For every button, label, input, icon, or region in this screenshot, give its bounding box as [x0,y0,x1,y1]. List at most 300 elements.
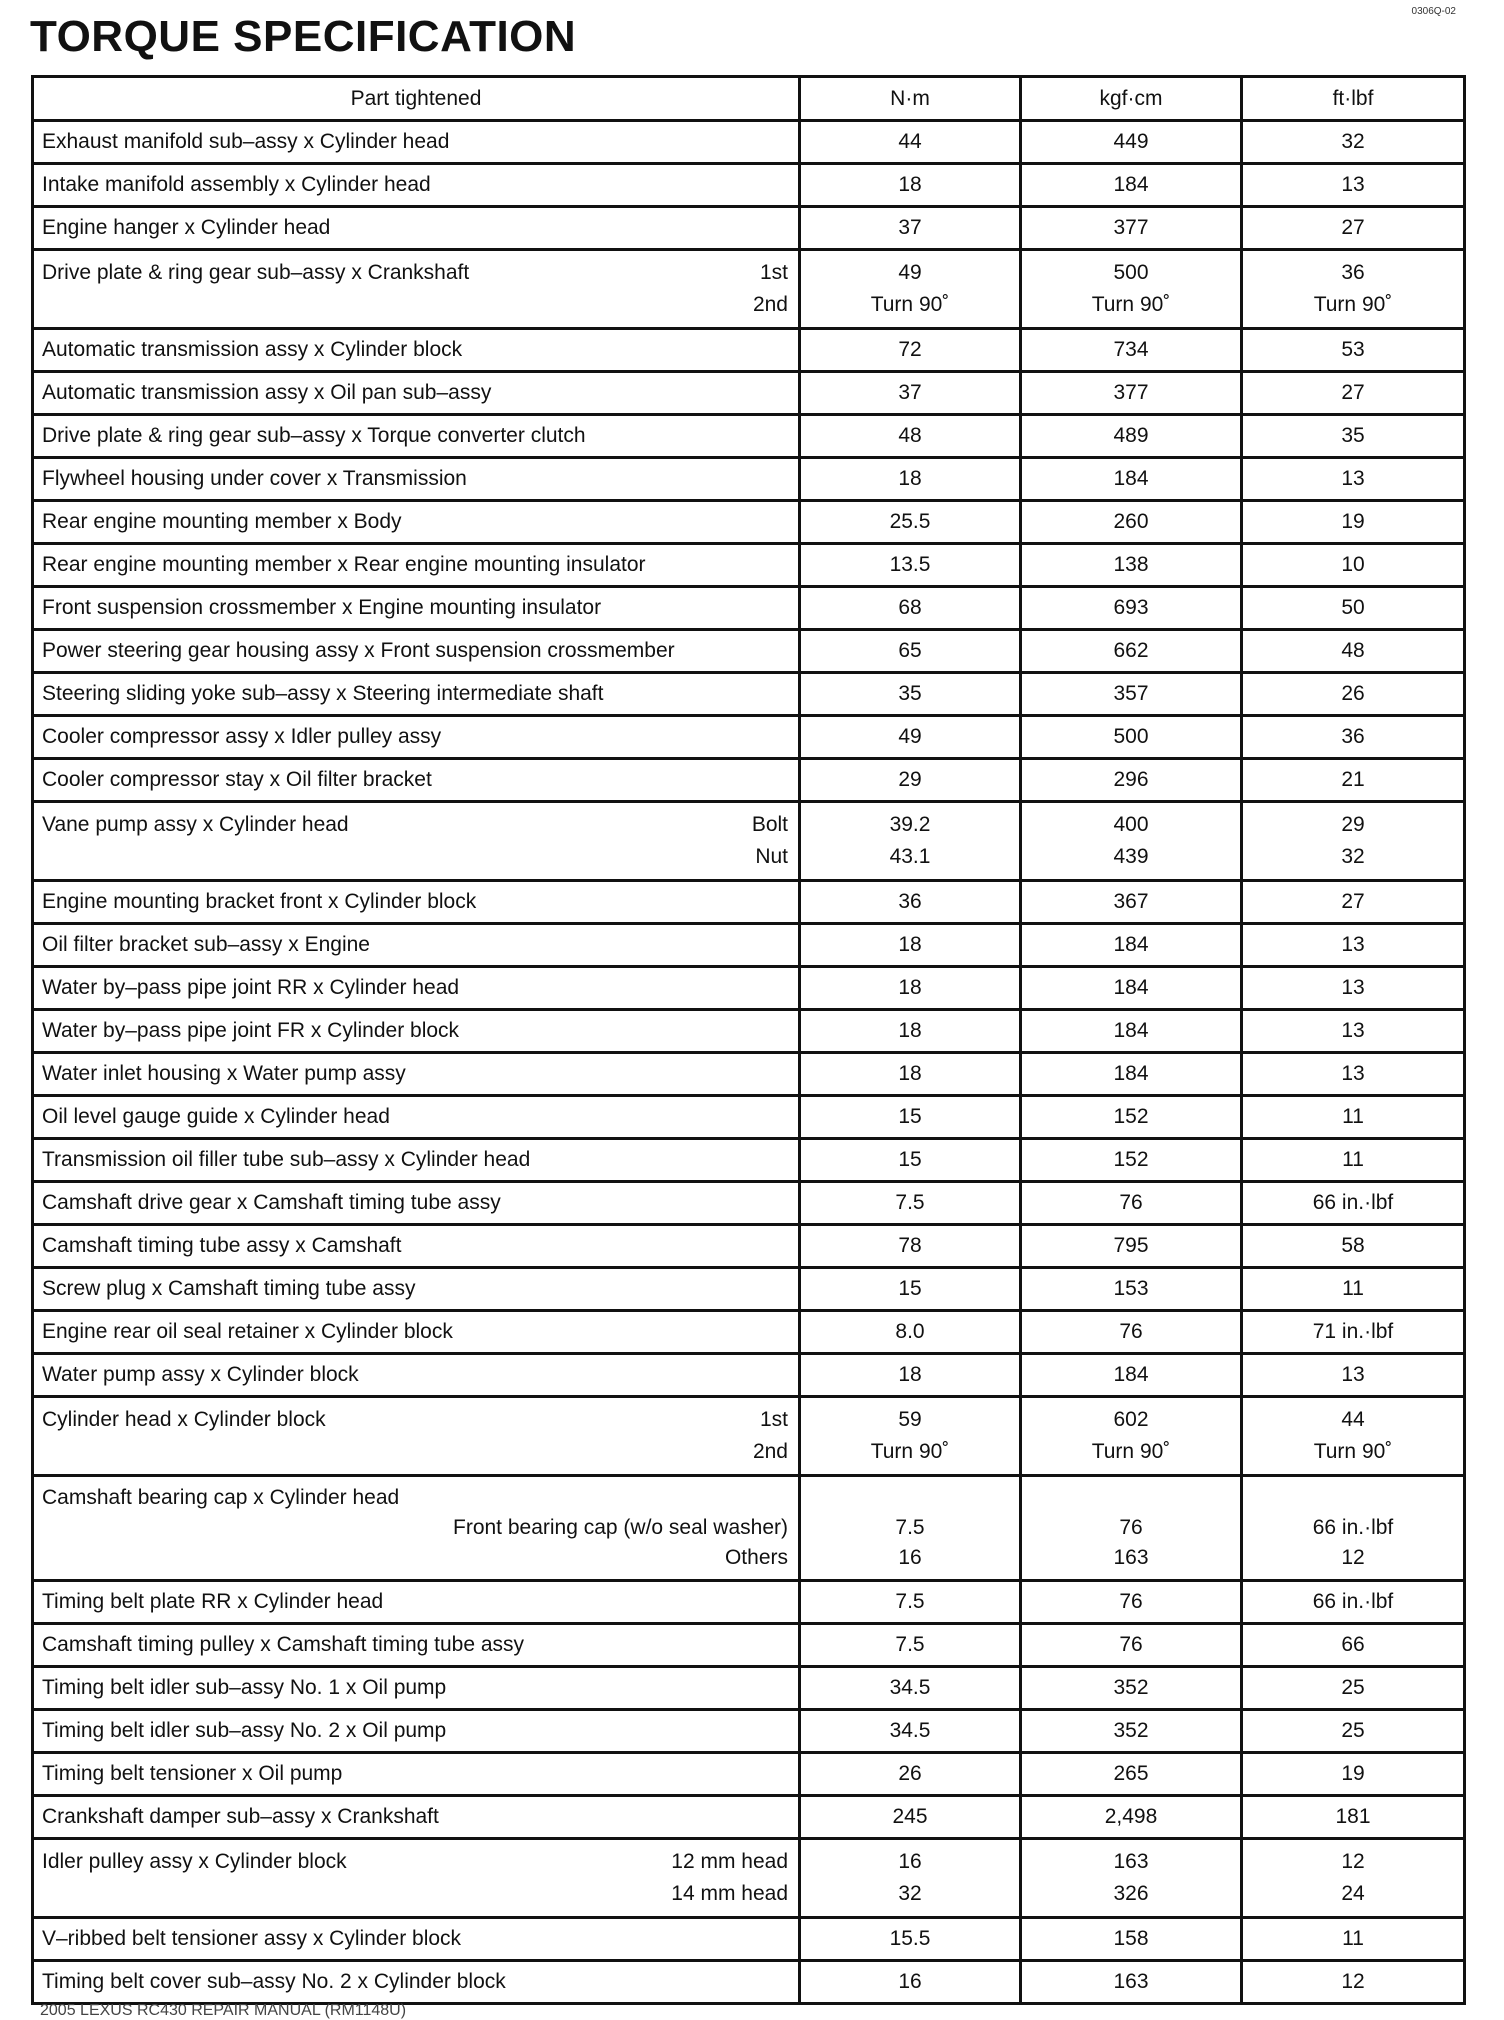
ftlbf-value-cell: 48 [1242,630,1465,673]
nm-value-cell: 72 [800,329,1021,372]
ftlbf-value-cell: 11 [1242,1096,1465,1139]
kgfcm-value: 326 [1113,1882,1149,1905]
nm-value-stack [801,803,1019,879]
nm-value-cell: 18 [800,924,1021,967]
torque-spec-table [31,75,1466,2005]
ftlbf-value: 36 [1341,261,1365,284]
kgfcm-value-cell: 265 [1021,1753,1242,1796]
part-name: Oil filter bracket sub–assy x Engine [42,933,370,956]
ftlbf-value-cell [1242,250,1465,329]
part-tightened-cell [33,1710,800,1753]
nm-value-cell: 49 [800,716,1021,759]
part-name: Engine hanger x Cylinder head [42,216,331,239]
kgfcm-value-cell: 734 [1021,329,1242,372]
ftlbf-value: 66 in.·lbf [1312,1516,1394,1539]
nm-value: 32 [898,1882,922,1905]
kgfcm-value-cell: 76 [1021,1311,1242,1354]
sub-label: Front bearing cap (w/o seal washer) [453,1516,788,1539]
kgfcm-value-cell: 184 [1021,458,1242,501]
part-tightened-cell [33,924,800,967]
nm-value: 16 [898,1850,922,1873]
ftlbf-value-cell: 36 [1242,716,1465,759]
ftlbf-value: Turn 90˚ [1313,1440,1393,1463]
part-tightened-cell [33,544,800,587]
kgfcm-value: 76 [1119,1516,1143,1539]
part-wrap [42,803,788,879]
ftlbf-value-cell [1242,802,1465,881]
part-tightened-cell [33,1839,800,1918]
ftlbf-value-cell: 13 [1242,967,1465,1010]
nm-value-cell: 15 [800,1096,1021,1139]
part-tightened-cell [33,1918,800,1961]
part-name: Cooler compressor stay x Oil filter bracket [42,768,432,791]
nm-value-cell: 44 [800,121,1021,164]
nm-value-cell: 13.5 [800,544,1021,587]
nm-value-cell [800,802,1021,881]
part-tightened-cell [33,1225,800,1268]
ftlbf-value-cell: 181 [1242,1796,1465,1839]
part-tightened-cell [33,673,800,716]
table-row [33,1182,1465,1225]
part-name: Timing belt plate RR x Cylinder head [42,1590,384,1613]
part-tightened-cell [33,501,800,544]
part-name: Camshaft drive gear x Camshaft timing tube assy [42,1191,501,1214]
kgfcm-value: 163 [1113,1546,1149,1569]
ftlbf-value: 44 [1341,1408,1365,1431]
nm-value-cell [800,1476,1021,1581]
table-row [33,1010,1465,1053]
ftlbf-value-cell: 27 [1242,372,1465,415]
ftlbf-value-cell: 19 [1242,1753,1465,1796]
kgfcm-value-cell: 76 [1021,1624,1242,1667]
ftlbf-value-cell: 13 [1242,1053,1465,1096]
table-row [33,372,1465,415]
ftlbf-value: Turn 90˚ [1313,293,1393,316]
kgfcm-value-cell: 184 [1021,967,1242,1010]
ftlbf-value: 12 [1341,1546,1365,1569]
table-row [33,924,1465,967]
header-kgfcm: kgf·cm [1021,77,1242,121]
nm-value-cell: 29 [800,759,1021,802]
kgfcm-value-cell: 184 [1021,1354,1242,1397]
part-tightened-cell [33,1397,800,1476]
kgfcm-value-stack [1022,1398,1240,1474]
part-name: Cooler compressor assy x Idler pulley assy [42,725,442,748]
kgfcm-value-cell: 489 [1021,415,1242,458]
table-row [33,415,1465,458]
ftlbf-value-cell: 66 [1242,1624,1465,1667]
table-row [33,630,1465,673]
kgfcm-value-cell: 138 [1021,544,1242,587]
nm-value-cell: 15 [800,1268,1021,1311]
table-row [33,1397,1465,1476]
table-row [33,1961,1465,2004]
nm-value-cell: 18 [800,967,1021,1010]
nm-value-cell: 34.5 [800,1710,1021,1753]
ftlbf-value-cell: 58 [1242,1225,1465,1268]
nm-value: Turn 90˚ [870,293,950,316]
kgfcm-value-cell: 158 [1021,1918,1242,1961]
part-tightened-cell [33,967,800,1010]
ftlbf-value: 29 [1341,813,1365,836]
table-row [33,164,1465,207]
part-tightened-cell [33,1667,800,1710]
nm-value-cell: 18 [800,164,1021,207]
nm-value-cell: 34.5 [800,1667,1021,1710]
part-tightened-cell [33,1354,800,1397]
ftlbf-value-cell: 13 [1242,924,1465,967]
ftlbf-value: 12 [1341,1850,1365,1873]
nm-value-cell: 7.5 [800,1182,1021,1225]
ftlbf-value-cell: 13 [1242,1354,1465,1397]
part-name: Exhaust manifold sub–assy x Cylinder head [42,130,450,153]
part-tightened-cell [33,1753,800,1796]
kgfcm-value-cell: 184 [1021,1010,1242,1053]
table-row [33,207,1465,250]
sub-label: 1st [759,261,788,284]
ftlbf-value-stack [1243,1477,1463,1579]
part-name: Camshaft timing tube assy x Camshaft [42,1234,402,1257]
part-tightened-cell [33,1476,800,1581]
table-row [33,673,1465,716]
table-row [33,1624,1465,1667]
sub-labels [752,809,788,873]
nm-value-stack [801,1398,1019,1474]
part-tightened-cell [33,587,800,630]
kgfcm-value-cell: 500 [1021,716,1242,759]
nm-value-cell: 37 [800,372,1021,415]
kgfcm-value-cell [1021,1397,1242,1476]
part-name: Camshaft timing pulley x Camshaft timing tube assy [42,1633,525,1656]
page-title: TORQUE SPECIFICATION [30,12,577,61]
ftlbf-value-stack [1243,1398,1463,1474]
ftlbf-value-cell: 66 in.·lbf [1242,1581,1465,1624]
nm-value: 16 [898,1546,922,1569]
kgfcm-value-cell: 377 [1021,207,1242,250]
nm-value-cell: 48 [800,415,1021,458]
part-name: Flywheel housing under cover x Transmission [42,467,467,490]
document-code: 0306Q-02 [1411,6,1456,17]
part-name: Front suspension crossmember x Engine mounting insulator [42,596,602,619]
ftlbf-value: 32 [1341,845,1365,868]
kgfcm-value-cell: 2,498 [1021,1796,1242,1839]
table-row [33,1096,1465,1139]
part-name: Screw plug x Camshaft timing tube assy [42,1277,416,1300]
table-row [33,716,1465,759]
nm-value-stack [801,251,1019,327]
part-wrap [42,1840,788,1916]
table-row [33,1268,1465,1311]
ftlbf-value-cell: 71 in.·lbf [1242,1311,1465,1354]
part-tightened-cell [33,1311,800,1354]
kgfcm-value: 163 [1113,1850,1149,1873]
nm-value-cell: 18 [800,1053,1021,1096]
ftlbf-value-cell: 11 [1242,1268,1465,1311]
part-name: V–ribbed belt tensioner assy x Cylinder block [42,1927,462,1950]
sub-label: 14 mm head [671,1882,788,1905]
part-wrap [42,251,788,327]
kgfcm-value-cell: 357 [1021,673,1242,716]
nm-value-cell: 68 [800,587,1021,630]
part-name: Timing belt idler sub–assy No. 1 x Oil pump [42,1676,447,1699]
page-footer: 2005 LEXUS RC430 REPAIR MANUAL (RM1148U) [40,2002,407,2019]
table-row [33,1476,1465,1581]
part-tightened-cell [33,458,800,501]
ftlbf-value-cell: 35 [1242,415,1465,458]
sub-label: Bolt [751,813,788,836]
part-tightened-cell [33,1182,800,1225]
part-tightened-cell [33,1053,800,1096]
kgfcm-value-cell: 184 [1021,924,1242,967]
kgfcm-value: 602 [1113,1408,1149,1431]
sub-label: 2nd [752,293,788,316]
table-row [33,1839,1465,1918]
kgfcm-value-cell: 184 [1021,1053,1242,1096]
kgfcm-value-cell [1021,802,1242,881]
nm-value-cell: 37 [800,207,1021,250]
kgfcm-value-cell: 367 [1021,881,1242,924]
part-name: Crankshaft damper sub–assy x Crankshaft [42,1805,439,1828]
part-name: Rear engine mounting member x Rear engine mounting insulator [42,553,646,576]
part-name: Oil level gauge guide x Cylinder head [42,1105,390,1128]
part-tightened-cell [33,759,800,802]
ftlbf-value-cell: 27 [1242,881,1465,924]
kgfcm-value-cell: 693 [1021,587,1242,630]
ftlbf-value-cell: 25 [1242,1710,1465,1753]
nm-value-cell: 18 [800,1010,1021,1053]
kgfcm-value-cell [1021,250,1242,329]
nm-value-cell: 18 [800,1354,1021,1397]
part-tightened-cell [33,1581,800,1624]
nm-value-cell: 8.0 [800,1311,1021,1354]
header-ftlbf: ft·lbf [1242,77,1465,121]
part-name: Timing belt idler sub–assy No. 2 x Oil pump [42,1719,447,1742]
table-row [33,587,1465,630]
table-row [33,1667,1465,1710]
nm-value-cell: 36 [800,881,1021,924]
table-row [33,250,1465,329]
table-row [33,1753,1465,1796]
part-name: Timing belt cover sub–assy No. 2 x Cylinder block [42,1970,506,1993]
nm-value-cell: 15.5 [800,1918,1021,1961]
ftlbf-value-cell: 27 [1242,207,1465,250]
part-tightened-cell [33,1139,800,1182]
kgfcm-value-cell: 76 [1021,1182,1242,1225]
ftlbf-value-cell [1242,1839,1465,1918]
part-block [42,1477,788,1579]
part-name: Transmission oil filler tube sub–assy x Cylinder head [42,1148,531,1171]
nm-value: Turn 90˚ [870,1440,950,1463]
nm-value-cell: 16 [800,1961,1021,2004]
kgfcm-value-stack [1022,1840,1240,1916]
part-tightened-cell [33,1796,800,1839]
part-name: Timing belt tensioner x Oil pump [42,1762,343,1785]
ftlbf-value-cell: 50 [1242,587,1465,630]
kgfcm-value-cell: 296 [1021,759,1242,802]
ftlbf-value-cell: 13 [1242,458,1465,501]
ftlbf-value-cell: 66 in.·lbf [1242,1182,1465,1225]
nm-value: 7.5 [895,1516,925,1539]
part-tightened-cell [33,1268,800,1311]
ftlbf-value-stack [1243,1840,1463,1916]
part-name: Cylinder head x Cylinder block [42,1408,326,1431]
kgfcm-value-cell [1021,1476,1242,1581]
part-name: Water pump assy x Cylinder block [42,1363,359,1386]
table-row [33,881,1465,924]
kgfcm-value: Turn 90˚ [1091,1440,1171,1463]
nm-value-stack [801,1477,1019,1579]
part-name: Water by–pass pipe joint RR x Cylinder head [42,976,460,999]
table-row [33,1354,1465,1397]
part-name: Idler pulley assy x Cylinder block [42,1850,347,1873]
sub-labels [42,1513,788,1573]
ftlbf-value-cell: 21 [1242,759,1465,802]
part-tightened-cell [33,1961,800,2004]
table-row [33,458,1465,501]
kgfcm-value-cell: 377 [1021,372,1242,415]
kgfcm-value: 500 [1113,261,1149,284]
table-row [33,1139,1465,1182]
part-name: Vane pump assy x Cylinder head [42,813,349,836]
table-body [33,121,1465,2004]
part-tightened-cell [33,1010,800,1053]
nm-value-cell: 65 [800,630,1021,673]
part-tightened-cell [33,207,800,250]
ftlbf-value-cell: 12 [1242,1961,1465,2004]
nm-value-cell: 15 [800,1139,1021,1182]
kgfcm-value-stack [1022,803,1240,879]
table-row [33,501,1465,544]
ftlbf-value-cell: 53 [1242,329,1465,372]
ftlbf-value-cell: 25 [1242,1667,1465,1710]
kgfcm-value-cell: 153 [1021,1268,1242,1311]
sub-labels [671,1846,788,1910]
table-row [33,967,1465,1010]
part-tightened-cell [33,1624,800,1667]
sub-label: Others [724,1546,788,1569]
part-name: Engine mounting bracket front x Cylinder block [42,890,477,913]
part-name: Water by–pass pipe joint FR x Cylinder block [42,1019,460,1042]
kgfcm-value-cell: 152 [1021,1096,1242,1139]
ftlbf-value-cell: 13 [1242,1010,1465,1053]
nm-value-cell: 25.5 [800,501,1021,544]
part-tightened-cell [33,329,800,372]
ftlbf-value-cell: 10 [1242,544,1465,587]
kgfcm-value-cell: 352 [1021,1710,1242,1753]
table-row [33,1796,1465,1839]
table-row [33,759,1465,802]
kgfcm-value-cell: 260 [1021,501,1242,544]
ftlbf-value-cell: 13 [1242,164,1465,207]
kgfcm-value-cell: 352 [1021,1667,1242,1710]
nm-value-cell [800,1397,1021,1476]
part-tightened-cell [33,1096,800,1139]
ftlbf-value-stack [1243,803,1463,879]
ftlbf-value: 24 [1341,1882,1365,1905]
part-name: Steering sliding yoke sub–assy x Steering intermediate shaft [42,682,604,705]
part-tightened-cell [33,716,800,759]
ftlbf-value-cell: 19 [1242,501,1465,544]
kgfcm-value-cell: 76 [1021,1581,1242,1624]
table-row [33,1710,1465,1753]
part-name: Intake manifold assembly x Cylinder head [42,173,431,196]
nm-value-cell: 18 [800,458,1021,501]
nm-value-cell: 245 [800,1796,1021,1839]
nm-value: 59 [898,1408,922,1431]
part-tightened-cell [33,164,800,207]
part-tightened-cell [33,372,800,415]
ftlbf-value-cell: 26 [1242,673,1465,716]
table-row [33,544,1465,587]
table-row [33,329,1465,372]
sub-label: Nut [755,845,788,868]
part-name: Rear engine mounting member x Body [42,510,402,533]
nm-value-cell: 35 [800,673,1021,716]
header-nm: N·m [800,77,1021,121]
part-name: Automatic transmission assy x Oil pan sub–assy [42,381,492,404]
kgfcm-value-stack [1022,251,1240,327]
nm-value: 43.1 [889,845,931,868]
ftlbf-value-cell: 32 [1242,121,1465,164]
sub-labels [753,257,788,321]
nm-value-cell: 78 [800,1225,1021,1268]
part-tightened-cell [33,630,800,673]
kgfcm-value: 400 [1113,813,1149,836]
kgfcm-value-cell [1021,1839,1242,1918]
table-row [33,1225,1465,1268]
part-tightened-cell [33,802,800,881]
table-row [33,1053,1465,1096]
header-part-tightened: Part tightened [33,77,800,121]
nm-value-cell: 7.5 [800,1581,1021,1624]
part-name: Power steering gear housing assy x Front suspension crossmember [42,639,675,662]
part-name: Water inlet housing x Water pump assy [42,1062,406,1085]
table-row [33,1311,1465,1354]
kgfcm-value-cell: 795 [1021,1225,1242,1268]
nm-value: 39.2 [889,813,931,836]
kgfcm-value-cell: 152 [1021,1139,1242,1182]
nm-value-stack [801,1840,1019,1916]
part-name: Camshaft bearing cap x Cylinder head [42,1486,400,1509]
kgfcm-value-stack [1022,1477,1240,1579]
table-row [33,802,1465,881]
sub-label: 2nd [752,1440,788,1463]
ftlbf-value-cell: 11 [1242,1139,1465,1182]
kgfcm-value-cell: 184 [1021,164,1242,207]
sub-label: 12 mm head [671,1850,788,1873]
ftlbf-value-stack [1243,251,1463,327]
table-row [33,1581,1465,1624]
table-row [33,121,1465,164]
nm-value-cell: 7.5 [800,1624,1021,1667]
part-name: Engine rear oil seal retainer x Cylinder block [42,1320,453,1343]
part-tightened-cell [33,415,800,458]
part-name: Automatic transmission assy x Cylinder block [42,338,463,361]
table-row [33,1918,1465,1961]
ftlbf-value-cell [1242,1476,1465,1581]
kgfcm-value-cell: 163 [1021,1961,1242,2004]
kgfcm-value: Turn 90˚ [1091,293,1171,316]
sub-label: 1st [759,1408,788,1431]
nm-value-cell [800,1839,1021,1918]
part-tightened-cell [33,250,800,329]
part-tightened-cell [33,121,800,164]
part-wrap [42,1398,788,1474]
ftlbf-value-cell: 11 [1242,1918,1465,1961]
kgfcm-value-cell: 662 [1021,630,1242,673]
kgfcm-value: 439 [1113,845,1149,868]
part-name: Drive plate & ring gear sub–assy x Crankshaft [42,261,470,284]
